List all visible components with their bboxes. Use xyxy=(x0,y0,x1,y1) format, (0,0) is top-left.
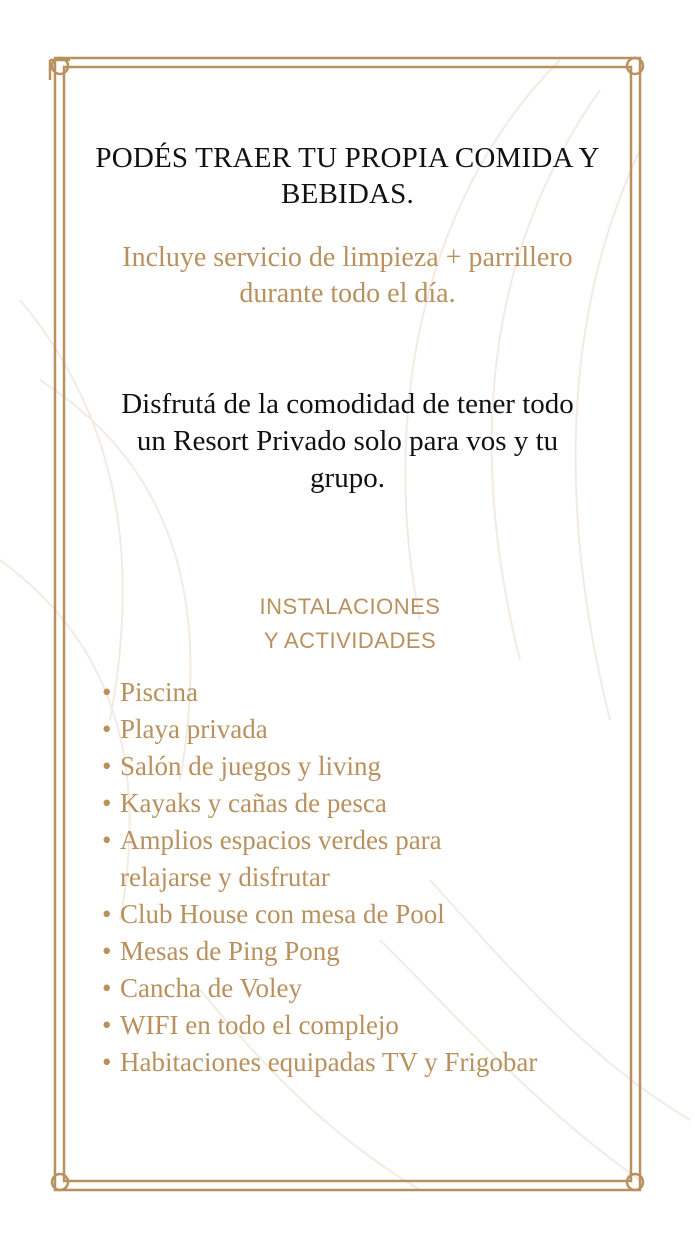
list-item-label: Piscina xyxy=(120,677,198,707)
bullet-icon: • xyxy=(102,714,112,744)
headline xyxy=(70,140,625,212)
list-item-label: Amplios espacios verdes para relajarse y disfrutar xyxy=(120,825,442,892)
list-item xyxy=(102,970,602,1007)
list-item xyxy=(102,822,500,896)
list-item-label: Club House con mesa de Pool xyxy=(120,899,445,929)
list-item xyxy=(102,1044,602,1081)
bullet-icon: • xyxy=(102,677,112,707)
list-item xyxy=(102,711,602,748)
bullet-icon: • xyxy=(102,1047,112,1077)
subline-line: Incluye servicio de limpieza + parrillero xyxy=(122,242,573,273)
bullet-icon: • xyxy=(102,788,112,818)
list-item-label: Salón de juegos y living xyxy=(120,751,381,781)
bullet-icon: • xyxy=(102,1010,112,1040)
list-item-label: WIFI en todo el complejo xyxy=(120,1010,399,1040)
headline-line: PODÉS TRAER TU PROPIA COMIDA Y xyxy=(95,142,600,174)
list-item-label: Habitaciones equipadas TV y Frigobar xyxy=(120,1047,538,1077)
list-item-label: Kayaks y cañas de pesca xyxy=(120,788,387,818)
list-item xyxy=(102,896,602,933)
section-title-line: Y ACTIVIDADES xyxy=(263,628,437,653)
list-item xyxy=(102,933,602,970)
enjoy-line: Disfrutá de la comodidad de tener todo xyxy=(121,388,574,420)
facilities-list xyxy=(102,674,602,1081)
bullet-icon: • xyxy=(102,899,112,929)
list-item-label: Mesas de Ping Pong xyxy=(120,936,340,966)
enjoy-line: un Resort Privado solo para vos y tu xyxy=(136,425,559,457)
bullet-icon: • xyxy=(102,973,112,1003)
list-item xyxy=(102,674,602,711)
private-resort-text xyxy=(70,386,625,497)
list-item xyxy=(102,1007,602,1044)
bullet-icon: • xyxy=(102,751,112,781)
list-item xyxy=(102,785,602,822)
list-item-label: Cancha de Voley xyxy=(120,973,302,1003)
cleaning-service-note xyxy=(70,240,625,312)
bullet-icon: • xyxy=(102,825,112,855)
section-title-line: INSTALACIONES xyxy=(259,594,441,619)
bullet-icon: • xyxy=(102,936,112,966)
headline-line: BEBIDAS. xyxy=(281,178,414,210)
list-item-label: Playa privada xyxy=(120,714,268,744)
list-item xyxy=(102,748,602,785)
subline-line: durante todo el día. xyxy=(239,278,456,309)
enjoy-line: grupo. xyxy=(310,462,385,494)
section-title xyxy=(70,590,630,658)
